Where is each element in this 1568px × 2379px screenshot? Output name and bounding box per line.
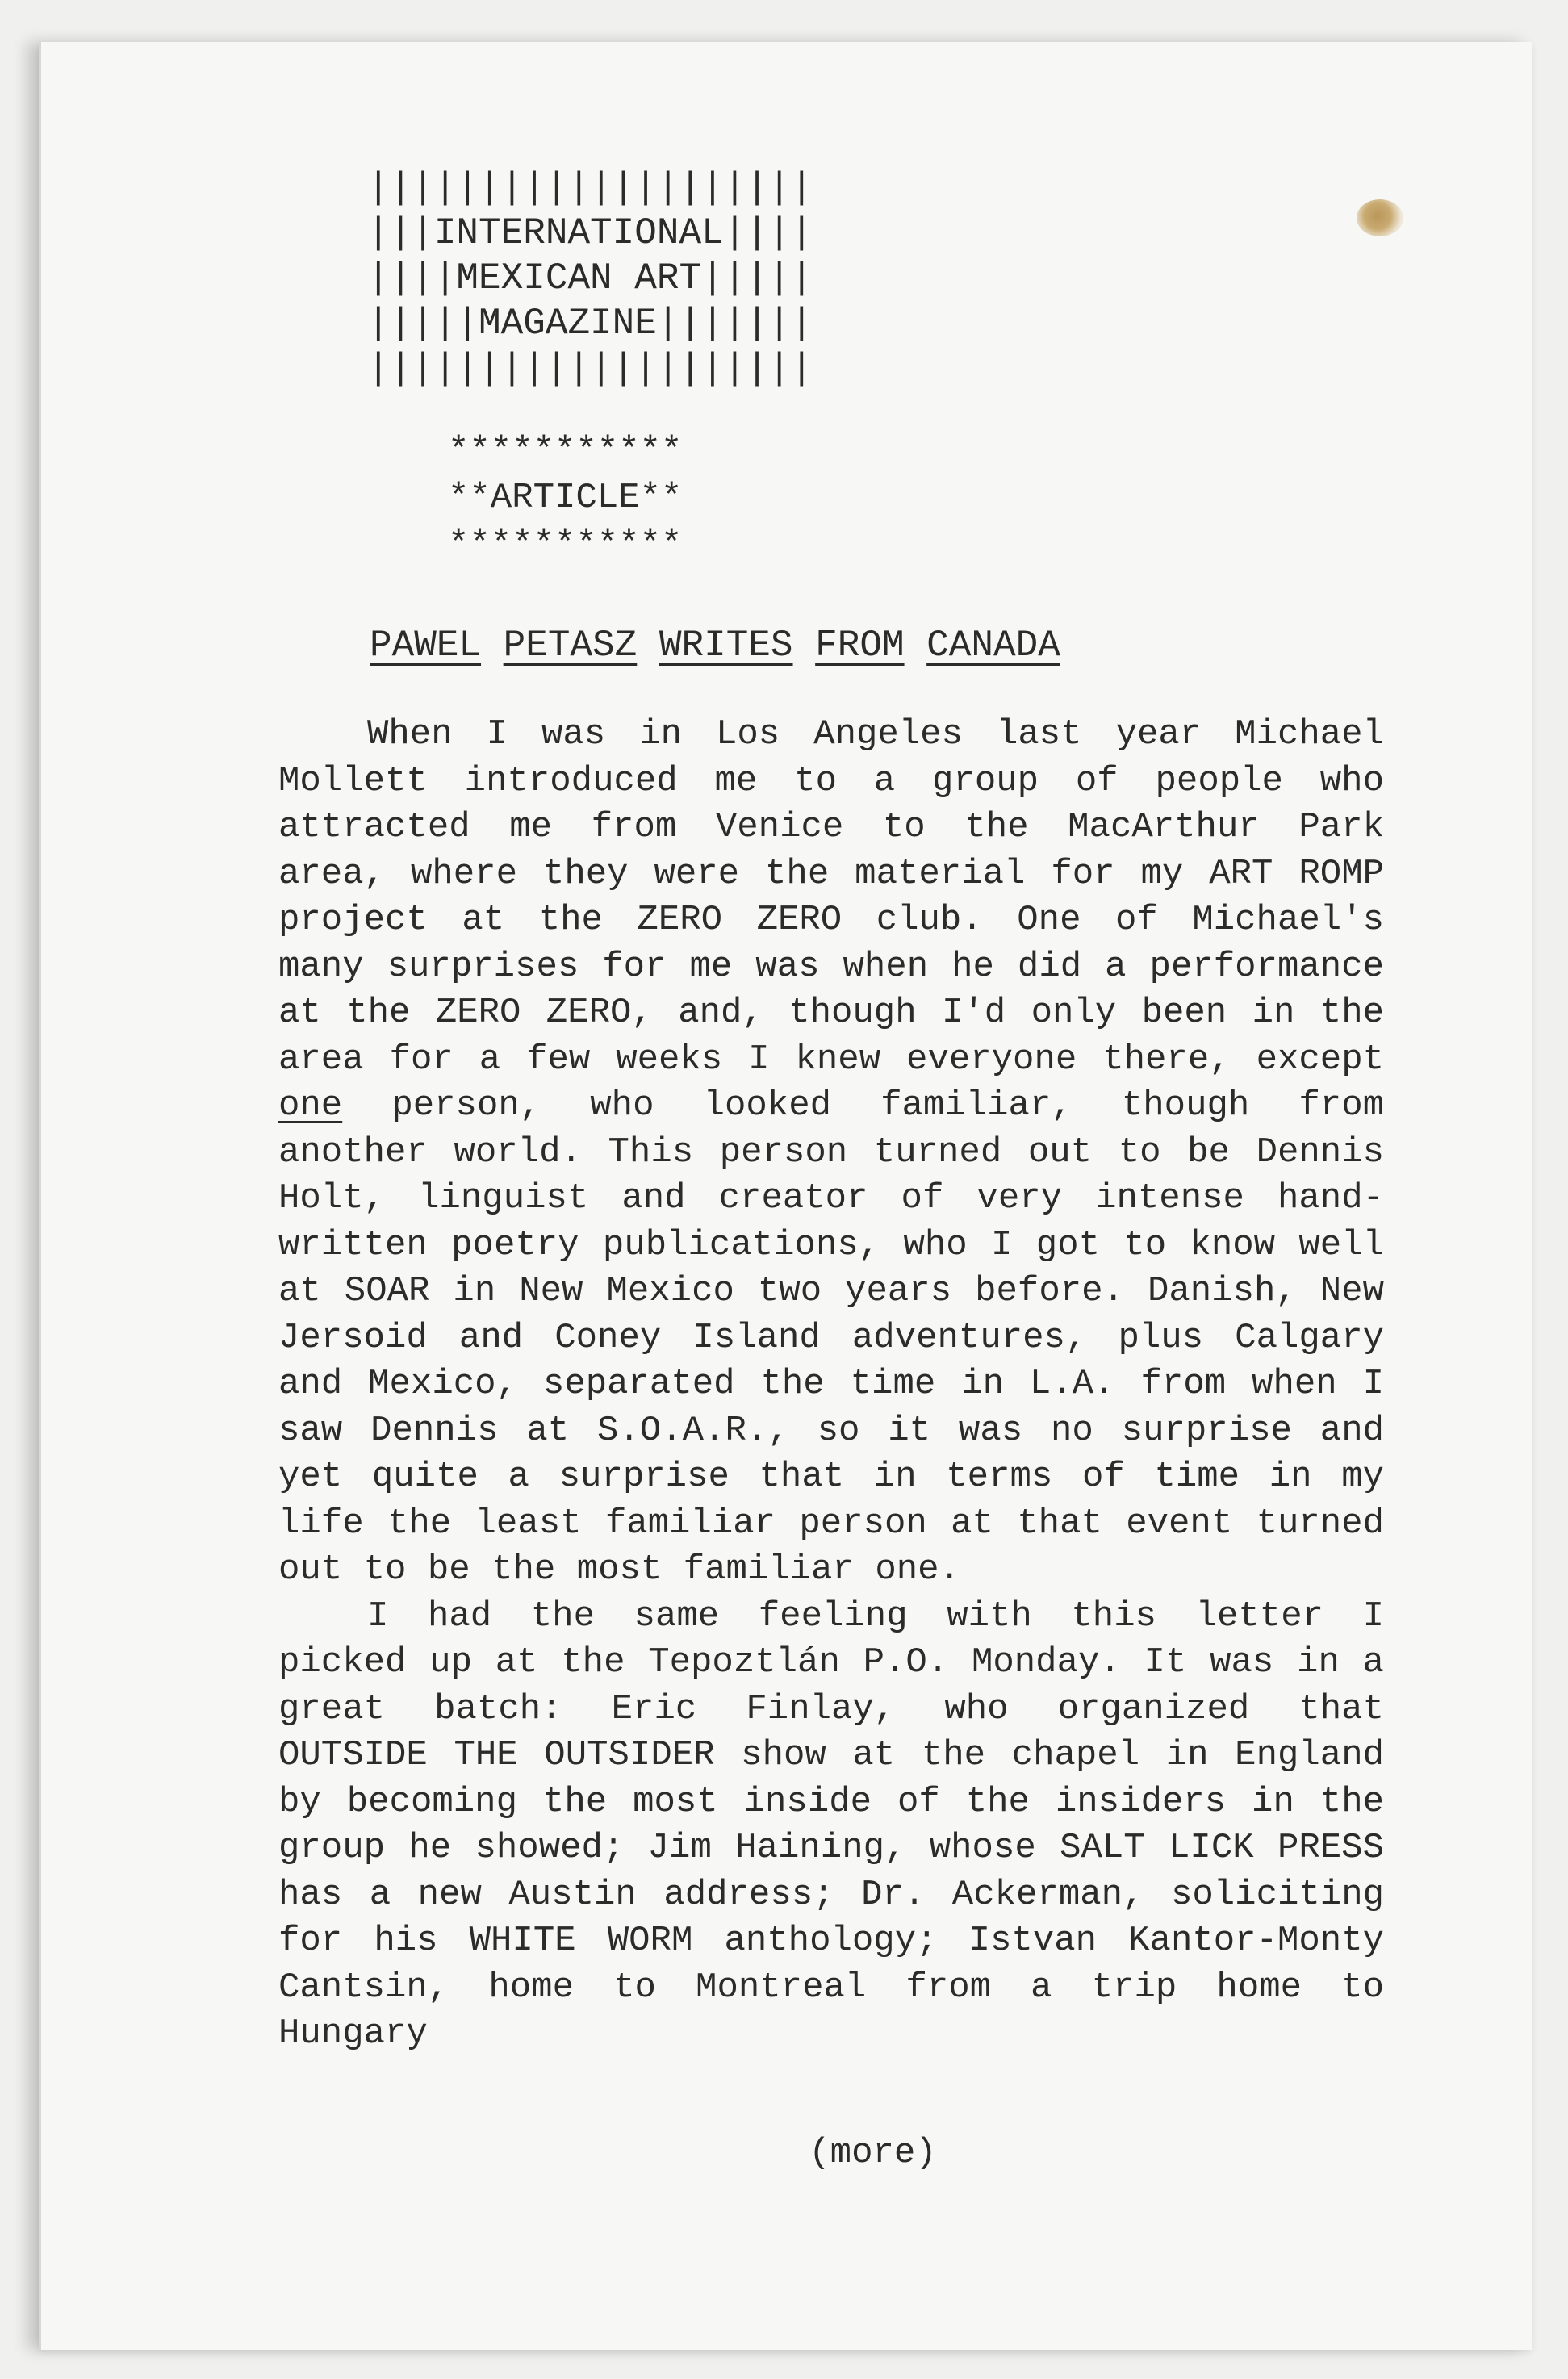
banner-line: **ARTICLE**	[448, 478, 683, 518]
paragraph-text: When I was in Los Angeles last year Michael Mollett introduced me to a group of people who attracted me from Venice to the MacArthur Park area, where they were the material for my ART ROMP project at the ZERO ZERO club. One of Michael's many surprises for me was when he did a performance at the ZERO ZERO, and, though I'd only been in the area for a few weeks I knew everyone there, except	[278, 714, 1384, 1080]
headline-word: FROM	[815, 625, 905, 667]
logo-line: ||||MEXICAN ART|||||	[367, 257, 813, 299]
article-body	[278, 712, 1384, 2058]
paragraph	[278, 712, 1384, 1594]
underlined-word: one	[278, 1085, 343, 1126]
banner-line: ***********	[448, 525, 683, 565]
headline-word: PAWEL	[370, 625, 482, 667]
magazine-logo	[367, 165, 813, 391]
banner-line: ***********	[448, 431, 683, 471]
logo-line: ||||||||||||||||||||	[367, 348, 813, 390]
headline-word: WRITES	[659, 625, 793, 667]
article-banner	[448, 428, 682, 568]
logo-line: |||INTERNATIONAL||||	[367, 212, 813, 254]
headline	[370, 621, 1060, 670]
logo-line: ||||||||||||||||||||	[367, 167, 813, 209]
headline-word: CANADA	[926, 625, 1060, 667]
headline-word: PETASZ	[503, 625, 638, 667]
paragraph-text: person, who looked familiar, though from another world. This person turned out to be Dennis Holt, linguist and creator of very intense hand-written poetry publications, who I got to know well at SOAR in New Mexico two years before. Danish, New Jersoid and Coney Island adventures, plus Calgary and Mexico, separated the time in L.A. from when I saw Dennis at S.O.A.R., so it was no surprise and yet quite a surprise that in terms of time in my life the least familiar person at that event turned out to be the most familiar one.	[278, 1085, 1385, 1590]
paragraph-text: I had the same feeling with this letter I picked up at the Tepoztlán P.O. Monday. It was in a great batch: Eric Finlay, who organized that OUTSIDE THE OUTSIDER show at the chapel in England by becoming the most inside of the insiders in the group he showed; Jim Haining, whose SALT LICK PRESS has a new Austin address; Dr. Ackerman, soliciting for his WHITE WORM anthology; Istvan Kantor-Monty Cantsin, home to Montreal from a trip home to Hungary	[278, 1595, 1384, 2054]
paragraph	[278, 1594, 1384, 2058]
stain-mark	[1357, 199, 1403, 236]
logo-line: |||||MAGAZINE|||||||	[367, 303, 813, 345]
more-marker: (more)	[809, 2133, 937, 2173]
